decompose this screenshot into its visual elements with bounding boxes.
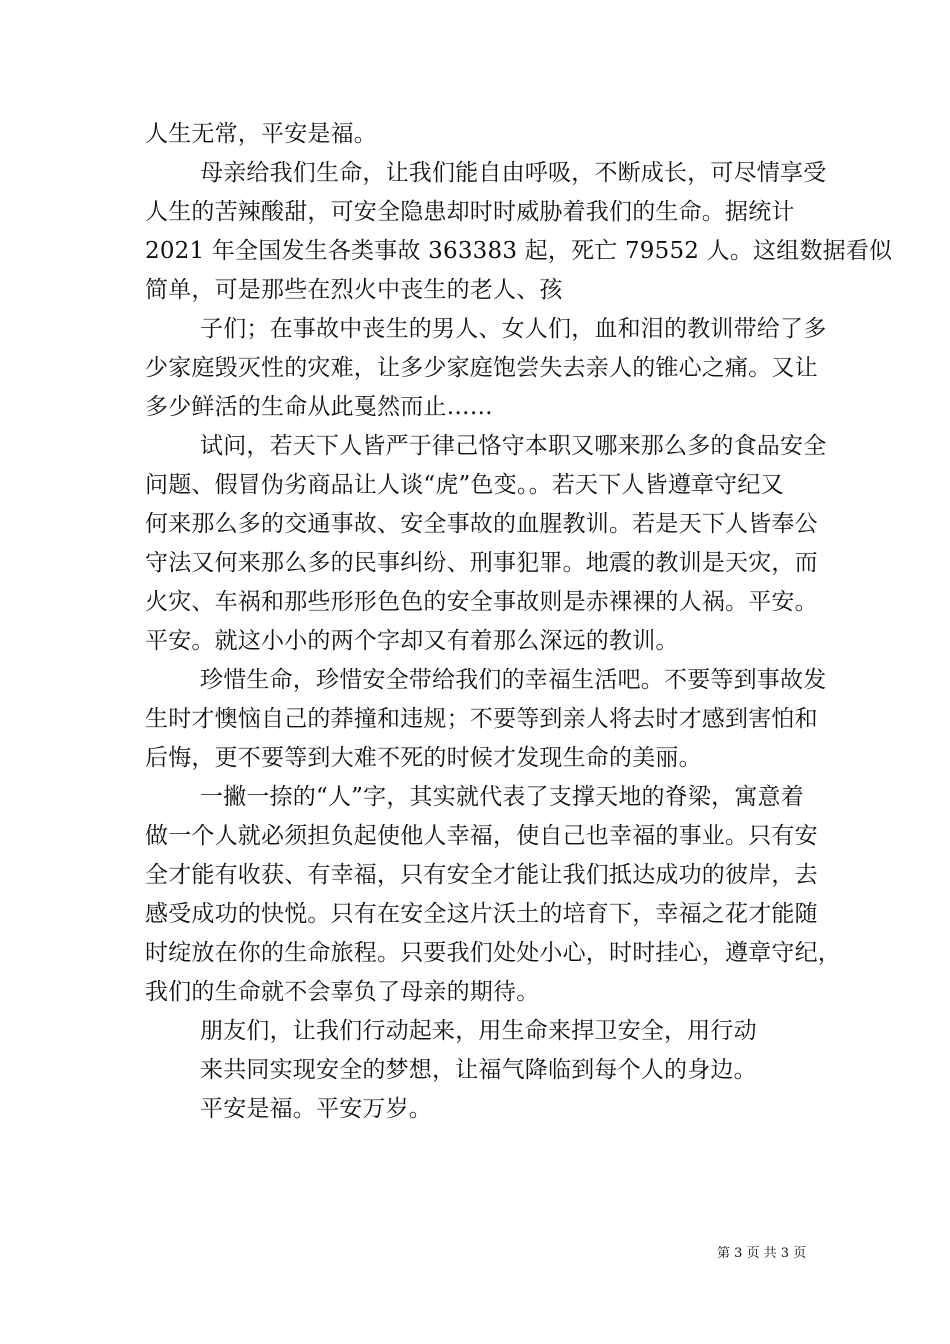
- text-line: 人生的苦辣酸甜，可安全隐患却时时威胁着我们的生命。据统计: [145, 199, 795, 225]
- text-line: 子们；在事故中丧生的男人、女人们，血和泪的教训带给了多: [200, 316, 827, 342]
- text-line: 后悔，更不要等到大难不死的时候才发现生命的美丽。: [145, 745, 702, 771]
- text-line: 生时才懊恼自己的莽撞和违规；不要等到亲人将去时才感到害怕和: [145, 706, 818, 732]
- text-line: 火灾、车祸和那些形形色色的安全事故则是赤裸裸的人祸。平安。: [145, 589, 818, 615]
- text-line: 简单，可是那些在烈火中丧生的老人、孩: [145, 277, 563, 303]
- text-line: 我们的生命就不会辜负了母亲的期待。: [145, 979, 540, 1005]
- text-line: 问题、假冒伪劣商品让人谈“虎”色变。。若天下人皆遵章守纪又: [145, 472, 784, 498]
- text-line: 试问，若天下人皆严于律己恪守本职又哪来那么多的食品安全: [200, 433, 827, 459]
- text-line: 来共同实现安全的梦想，让福气降临到每个人的身边。: [200, 1057, 757, 1083]
- text-line: 何来那么多的交通事故、安全事故的血腥教训。若是天下人皆奉公: [145, 511, 818, 537]
- text-line: 朋友们，让我们行动起来，用生命来捍卫安全，用行动: [200, 1018, 757, 1044]
- text-line: 感受成功的快悦。只有在安全这片沃土的培育下，幸福之花才能随: [145, 901, 818, 927]
- text-line: 母亲给我们生命，让我们能自由呼吸，不断成长，可尽情享受: [200, 160, 827, 186]
- text-line: 一撇一捺的“人”字，其实就代表了支撑天地的脊梁，寓意着: [200, 784, 804, 810]
- text-line: 多少鲜活的生命从此戛然而止……: [145, 394, 493, 420]
- text-line: 少家庭毁灭性的灾难，让多少家庭饱尝失去亲人的锥心之痛。又让: [145, 355, 818, 381]
- text-line: 珍惜生命，珍惜安全带给我们的幸福生活吧。不要等到事故发: [200, 667, 827, 693]
- text-line: 平安。就这小小的两个字却又有着那么深远的教训。: [145, 628, 679, 654]
- text-line: 时绽放在你的生命旅程。只要我们处处小心，时时挂心，遵章守纪，: [145, 940, 841, 966]
- text-line: 人生无常，平安是福。: [145, 121, 377, 147]
- text-line: 做一个人就必须担负起使他人幸福，使自己也幸福的事业。只有安: [145, 823, 818, 849]
- text-line: 2021 年全国发生各类事故 363383 起，死亡 79552 人。这组数据看似: [145, 238, 893, 264]
- text-line: 平安是福。平安万岁。: [200, 1096, 432, 1122]
- page-number-footer: 第 3 页 共 3 页: [717, 1246, 807, 1261]
- text-line: 守法又何来那么多的民事纠纷、刑事犯罪。地震的教训是天灾，而: [145, 550, 818, 576]
- text-line: 全才能有收获、有幸福，只有安全才能让我们抵达成功的彼岸，去: [145, 862, 818, 888]
